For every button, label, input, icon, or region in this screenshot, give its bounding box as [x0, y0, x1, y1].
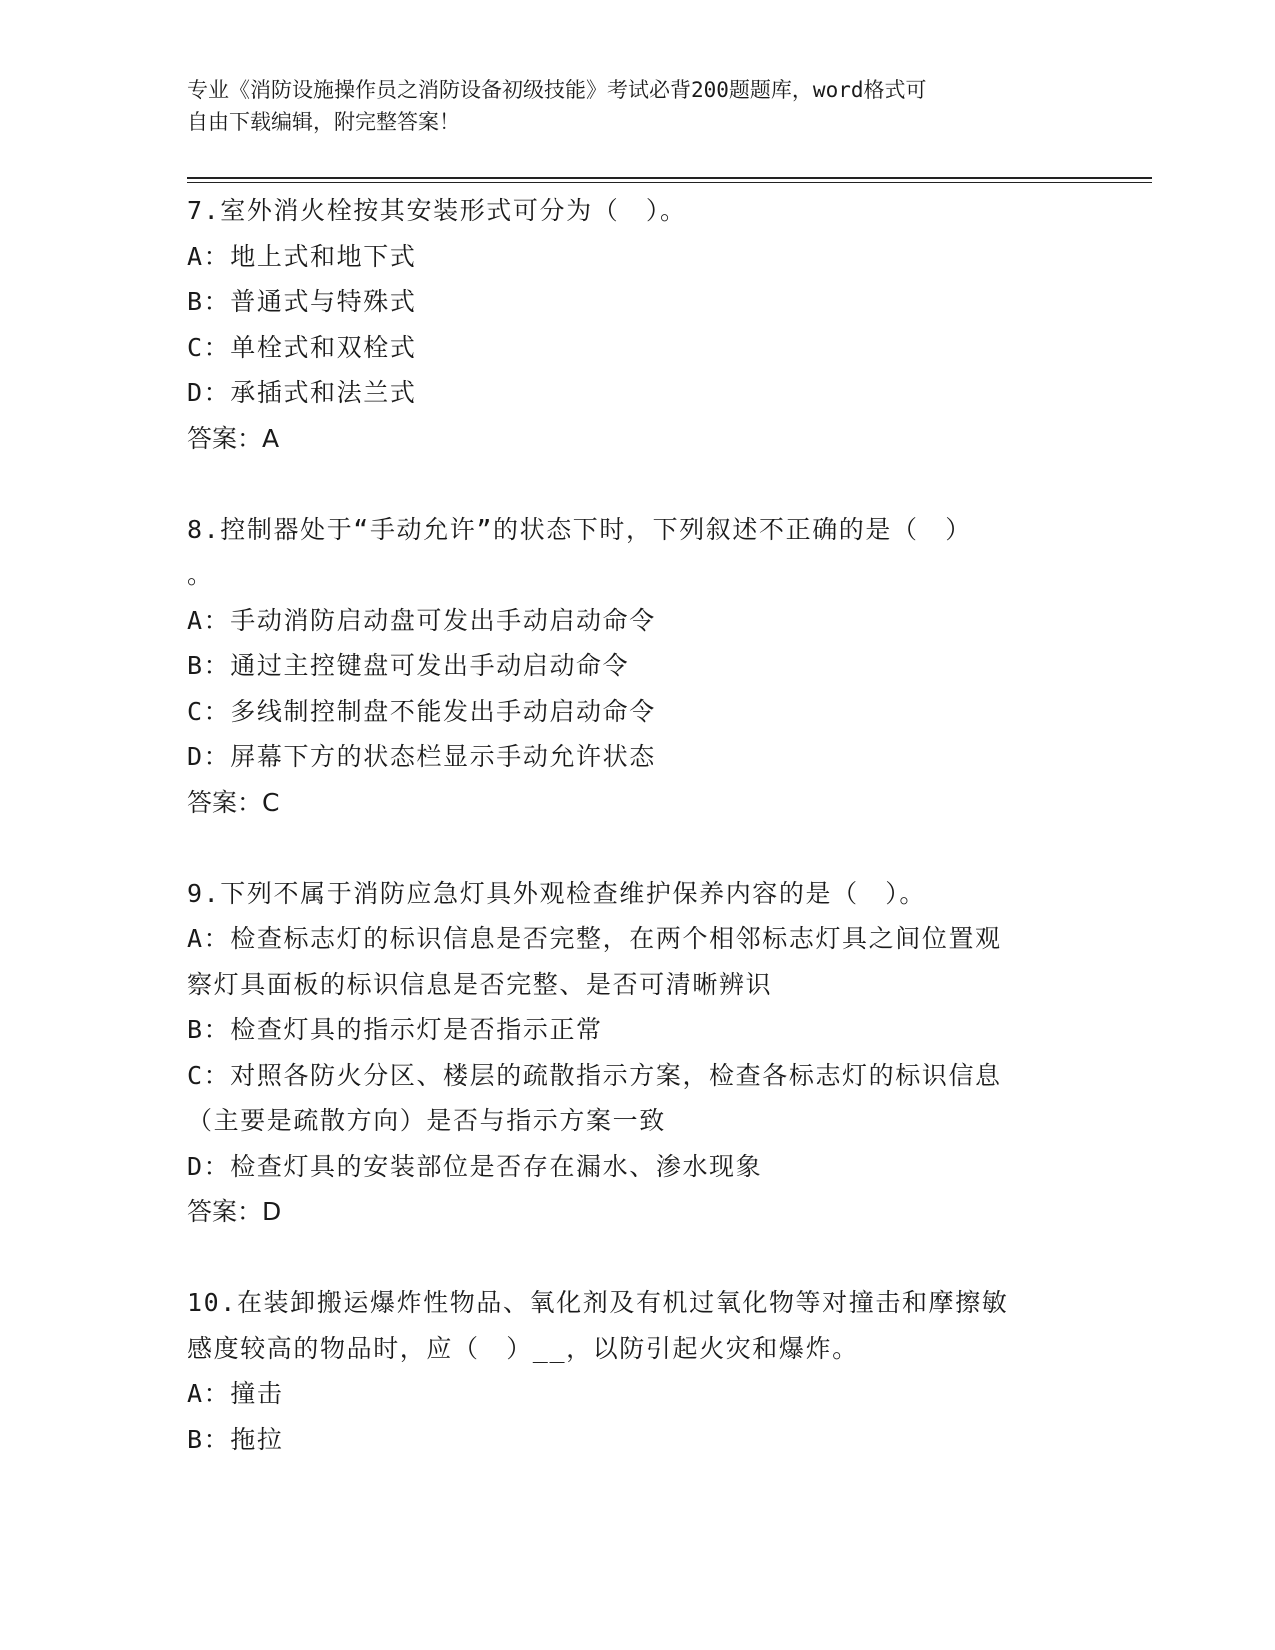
- question-stem-continued: 。: [187, 560, 214, 589]
- option-c: C：对照各防火分区、楼层的疏散指示方案，检查各标志灯的标识信息: [187, 1060, 1002, 1090]
- option-b: B：普通式与特殊式: [187, 287, 417, 316]
- option-b: B：检查灯具的指示灯是否指示正常: [187, 1015, 603, 1044]
- answer-label: 答案：C: [187, 787, 280, 817]
- option-b: B：通过主控键盘可发出手动启动命令: [187, 651, 630, 680]
- option-c: C：单栓式和双栓式: [187, 332, 417, 362]
- option-a: A：手动消防启动盘可发出手动启动命令: [187, 605, 656, 635]
- option-d: D：检查灯具的安装部位是否存在漏水、渗水现象: [187, 1151, 763, 1181]
- question-9: [187, 871, 1082, 1235]
- option-c: C：多线制控制盘不能发出手动启动命令: [187, 696, 656, 726]
- header-line-2: 自由下载编辑，附完整答案！: [187, 110, 460, 134]
- question-7: [187, 188, 1082, 461]
- question-8: [187, 507, 1082, 826]
- option-a: A：撞击: [187, 1379, 284, 1408]
- header-divider-thick: [187, 177, 1152, 179]
- option-d: D：承插式和法兰式: [187, 378, 417, 407]
- question-10: [187, 1280, 1082, 1462]
- spacer: [187, 461, 1082, 507]
- spacer: [187, 825, 1082, 871]
- option-a: A：检查标志灯的标识信息是否完整，在两个相邻标志灯具之间位置观: [187, 924, 1002, 953]
- answer-label: 答案：D: [187, 1197, 282, 1226]
- spacer: [187, 1235, 1082, 1281]
- document-header: [187, 74, 1067, 138]
- header-line-1: 专业《消防设施操作员之消防设备初级技能》考试必背200题题库，word格式可: [187, 78, 927, 102]
- option-b: B：拖拉: [187, 1424, 284, 1454]
- option-c-continued: （主要是疏散方向）是否与指示方案一致: [187, 1106, 666, 1135]
- question-stem: 9.下列不属于消防应急灯具外观检查维护保养内容的是（ ）。: [187, 878, 927, 908]
- option-a: A：地上式和地下式: [187, 241, 417, 271]
- option-d: D：屏幕下方的状态栏显示手动允许状态: [187, 742, 656, 771]
- question-stem: 10.在装卸搬运爆炸性物品、氧化剂及有机过氧化物等对撞击和摩擦敏: [187, 1288, 1009, 1317]
- header-divider-thin: [187, 182, 1152, 183]
- option-a-continued: 察灯具面板的标识信息是否完整、是否可清晰辨识: [187, 969, 773, 999]
- question-stem-continued: 感度较高的物品时，应（ ）__，以防引起火灾和爆炸。: [187, 1333, 859, 1363]
- answer-label: 答案：A: [187, 423, 280, 453]
- question-stem: 7.室外消火栓按其安装形式可分为（ ）。: [187, 196, 687, 225]
- question-list: [187, 188, 1082, 1462]
- question-stem: 8.控制器处于“手动允许”的状态下时，下列叙述不正确的是（ ）: [187, 514, 972, 544]
